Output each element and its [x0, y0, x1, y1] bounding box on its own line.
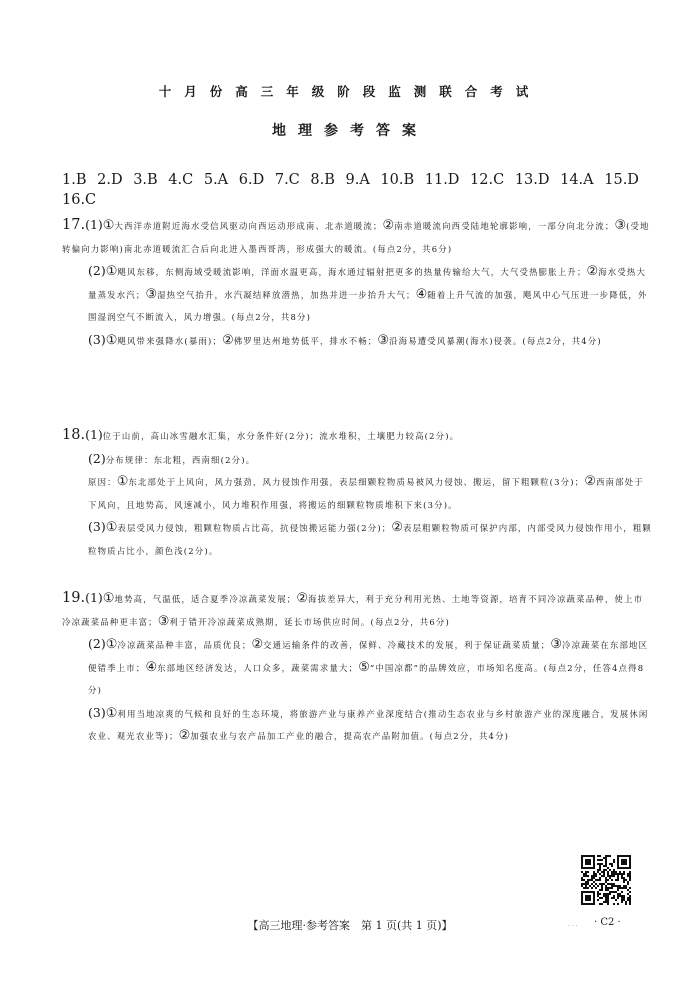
sub-question-label: (1) [85, 217, 103, 232]
choice-answer: 16.C [62, 192, 97, 208]
choice-answer: 7.C [274, 172, 300, 188]
choice-answer: 11.D [424, 172, 460, 188]
answer-text: 原因：①东北部处于上风向，风力强劲，风力侵蚀作用强，表层细颗粒物质易被风力侵蚀、搬运，留下粗颗粒(3分)；②西南部处于下风向，且地势高，风速减小，风力堆积作用强，将搬运的细颗粒物质堆积下来(3分)。 [88, 474, 644, 510]
exam-title: 十月份高三年级阶段监测联合考试 [158, 84, 542, 99]
answer-text: ①地势高，气温低，适合夏季冷凉蔬菜发展；②海拔差异大，利于充分利用光热、土地等资源，培育不同冷凉蔬菜品种，使上市冷凉蔬菜品种更丰富；③利于错开冷凉蔬菜成熟期，延长市场供应时间。(每点2分，共6分) [62, 591, 644, 629]
sub-question-label: (3) [88, 331, 106, 347]
answer-paragraph [62, 516, 652, 562]
choice-answer: 5.A [203, 172, 229, 188]
footer-code: · C2 · [594, 917, 621, 928]
sub-question-label: (3) [88, 519, 106, 534]
answer-text: 位于山前，高山冰雪融水汇集，水分条件好(2分)；流水堆积，土壤肥力较高(2分)。 [102, 431, 460, 441]
qr-code-icon [581, 855, 631, 905]
choice-answer: 14.A [560, 172, 594, 188]
answer-paragraph [62, 329, 652, 353]
choice-answer: 10.B [380, 172, 415, 188]
choice-answer: 1.B [62, 172, 87, 188]
choice-answer: 3.B [133, 172, 158, 188]
footer-page-info: 【高三地理·参考答案 第 1 页(共 1 页)】 [247, 919, 453, 932]
sub-question-label: (1) [85, 590, 103, 605]
question-number: 19. [62, 590, 86, 606]
sub-question-label: (2) [88, 263, 106, 278]
answer-text: ①飓风东移，东侧海域受暖流影响，洋面水温更高，海水通过辐射把更多的热量传输给大气，大气受热膨胀上升；②海水受热大量蒸发水汽；③湿热空气抬升，水汽凝结释放潜热，加热并进一步抬升大气；④随着上升气流的加强，飓风中心气压进一步降低，外围湿润空气不断流入，风力增强。(每点2分，共8分) [88, 264, 648, 322]
choice-answer: 12.C [470, 172, 505, 188]
answer-title: 地理参考答案 [272, 123, 428, 139]
footer-dots: . . . [568, 921, 578, 928]
choice-answer: 6.D [238, 172, 265, 188]
choice-answer: 13.D [514, 172, 550, 188]
choice-answer: 2.D [97, 172, 123, 188]
choice-answer: 8.B [310, 172, 335, 188]
answer-paragraph [62, 260, 652, 329]
choice-answer: 4.C [168, 172, 194, 188]
sub-question-label: (2) [88, 450, 106, 466]
answer-paragraph [62, 424, 652, 448]
question-18 [62, 424, 652, 562]
choice-answers [62, 170, 662, 210]
sub-question-label: (1) [85, 427, 103, 442]
answer-text: ①飓风带来强降水(暴雨)；②佛罗里达州地势低平，排水不畅；③沿海易遭受风暴潮(海水)侵袭。(每点2分，共4分) [105, 332, 602, 348]
answer-text: ①冷凉蔬菜品种丰富，品质优良；②交通运输条件的改善，保鲜、冷藏技术的发展，利于保证蔬菜质量；③冷凉蔬菜在东部地区便错季上市；④东部地区经济发达，人口众多，蔬菜需求量大；⑤“中国凉都”的品牌效应，市场知名度高。(每点2分，任答4点得8分) [88, 637, 649, 695]
answer-paragraph [62, 587, 652, 633]
question-number: 18. [62, 427, 86, 443]
answer-paragraph [62, 214, 652, 260]
question-17 [62, 214, 652, 352]
sub-question-label: (2) [88, 636, 106, 651]
answer-text: ①表层受风力侵蚀，粗颗粒物质占比高，抗侵蚀搬运能力强(2分)；②表层粗颗粒物质可保护内部，内部受风力侵蚀作用小，粗颗粒物质占比小，颜色浅(2分)。 [88, 520, 652, 556]
question-19 [62, 587, 652, 748]
answer-paragraph [62, 448, 652, 472]
answer-text: 分布规律：东北粗，西南细(2分)。 [105, 454, 256, 465]
sub-question-label: (3) [88, 704, 106, 720]
answer-paragraph [62, 633, 652, 702]
question-number: 17. [62, 217, 86, 233]
answer-paragraph [62, 471, 652, 516]
choice-answer: 9.A [345, 172, 370, 188]
answer-paragraph [62, 702, 652, 748]
answer-text: ①利用当地凉爽的气候和良好的生态环境，将旅游产业与康养产业深度结合(推动生态农业与乡村旅游产业的深度融合，发展休闲农业、观光农业等)；②加强农业与农产品加工产业的融合，提高农产品附加值。(每点2分，共4分) [88, 705, 649, 743]
choice-answer: 15.D [604, 172, 639, 188]
answer-text: ①大西洋赤道附近海水受信风驱动向西运动形成南、北赤道暖流；②南赤道暖流向西受陆地轮廓影响，一部分向北分流；③(受地转偏向力影响)南北赤道暖流汇合后向北进入墨西哥湾，形成强大的暖流。(每点2分，共6分) [62, 218, 650, 254]
